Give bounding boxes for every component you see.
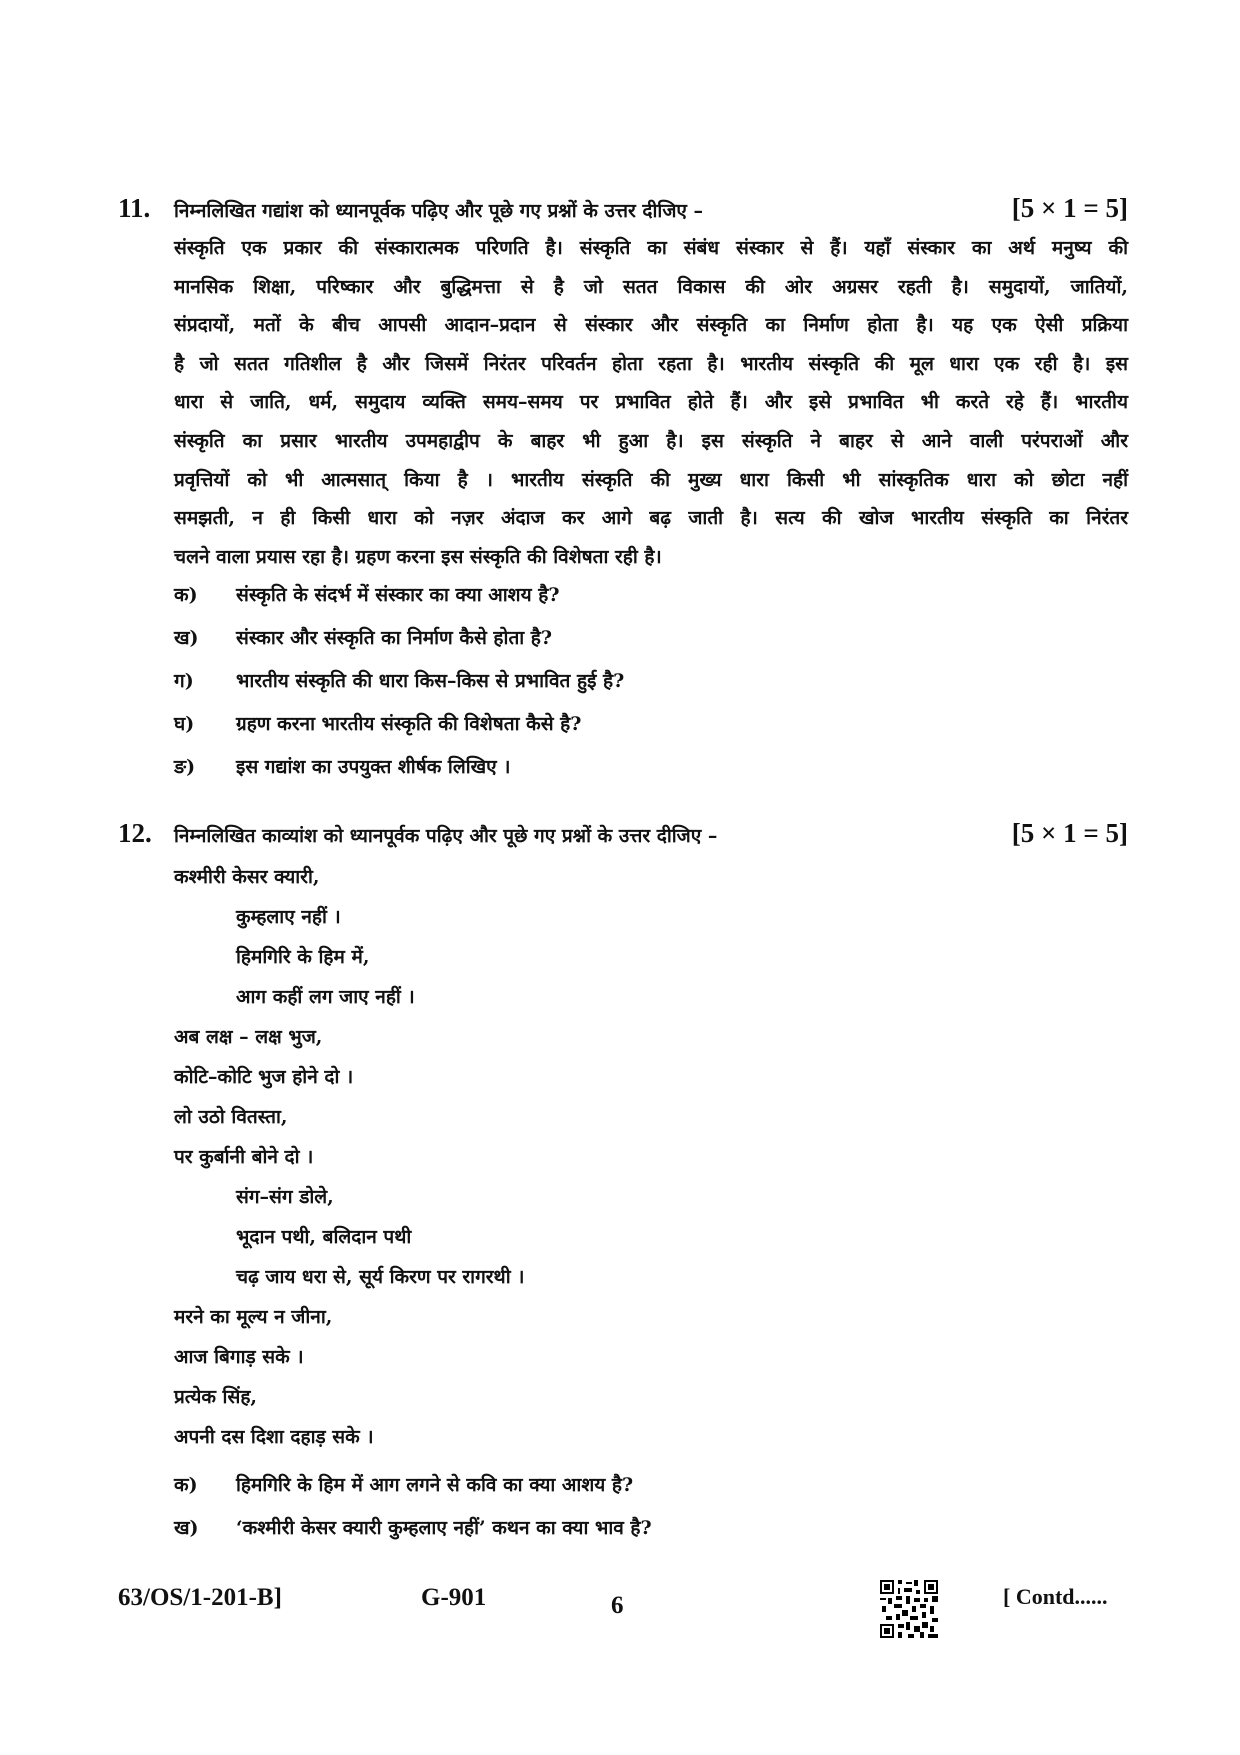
qr-code-icon: [880, 1580, 938, 1638]
sub-question: [174, 575, 1128, 618]
poem-line: अपनी दस दिशा दहाड़ सके ।: [174, 1426, 374, 1448]
passage-line: चलने वाला प्रयास रहा है। ग्रहण करना इस संस्कृति की विशेषता रही है।: [174, 545, 662, 568]
question-11-header: [118, 193, 1128, 233]
passage-line: है जो सतत गतिशील है और जिसमें निरंतर परिवर्तन होता रहता है। भारतीय संस्कृति की मूल धारा एक रही है। इस: [174, 352, 1128, 375]
passage-line: समझती, न ही किसी धारा को नज़र अंदाज कर आगे बढ़ जाती है। सत्य की खोज भारतीय संस्कृति का निरंतर: [174, 507, 1128, 530]
passage-line: संस्कृति का प्रसार भारतीय उपमहाद्वीप के बाहर भी हुआ है। इस संस्कृति ने बाहर से आने वाली परंपराओं और: [174, 429, 1128, 452]
question-instruction: निम्नलिखित गद्यांश को ध्यानपूर्वक पढ़िए और पूछे गए प्रश्नों के उत्तर दीजिए –: [174, 200, 704, 222]
poem-line: कश्मीरी केसर क्यारी,: [174, 866, 320, 888]
poem-line: कुम्हलाए नहीं ।: [236, 906, 341, 928]
passage-line: संस्कृति एक प्रकार की संस्कारात्मक परिणति है। संस्कृति का संबंध संस्कार से हैं। यहाँ संस्कार का अर्थ मनुष्य की: [174, 237, 1128, 259]
poem: [174, 857, 1074, 1457]
poem-line: हिमगिरि के हिम में,: [236, 946, 370, 968]
sub-question-label: क): [174, 1474, 198, 1496]
question-number: 12.: [118, 818, 152, 848]
poem-line: अब लक्ष – लक्ष भुज,: [174, 1026, 323, 1048]
continued-label: [ Contd......: [1003, 1584, 1108, 1609]
sub-question: [174, 1465, 1128, 1508]
poem-line: भूदान पथी, बलिदान पथी: [236, 1226, 412, 1248]
sub-question-label: क): [174, 584, 198, 606]
sub-question: [174, 704, 1128, 747]
question-number: 11.: [118, 193, 151, 223]
sub-question-text: संस्कार और संस्कृति का निर्माण कैसे होता है?: [236, 627, 553, 649]
sub-question: [174, 1508, 1128, 1551]
sub-question-label: ग): [174, 670, 194, 692]
sub-question-label: ख): [174, 627, 199, 649]
passage-line: मानसिक शिक्षा, परिष्कार और बुद्धिमत्ता से है जो सतत विकास की ओर अग्रसर रहती है। समुदायों, जातियों,: [174, 275, 1128, 298]
sub-question-label: ख): [174, 1517, 199, 1539]
passage: [174, 229, 1128, 576]
sub-question-text: हिमगिरि के हिम में आग लगने से कवि का क्या आशय है?: [236, 1474, 634, 1496]
sub-question: [174, 661, 1128, 704]
question-instruction: निम्नलिखित काव्यांश को ध्यानपूर्वक पढ़िए और पूछे गए प्रश्नों के उत्तर दीजिए –: [174, 825, 718, 847]
poem-line: पर कुर्बानी बोने दो ।: [174, 1146, 314, 1168]
sub-question-text: ‘कश्मीरी केसर क्यारी कुम्हलाए नहीं’ कथन का क्या भाव है?: [236, 1517, 652, 1539]
page-footer: [0, 1570, 1240, 1650]
passage-line: संप्रदायों, मतों के बीच आपसी आदान–प्रदान से संस्कार और संस्कृति का निर्माण होता है। यह एक ऐसी प्रक्रिया: [174, 314, 1128, 337]
poem-line: आज बिगाड़ सके ।: [174, 1346, 304, 1368]
sub-question-text: ग्रहण करना भारतीय संस्कृति की विशेषता कैसे है?: [236, 713, 582, 735]
poem-line: कोटि–कोटि भुज होने दो ।: [174, 1066, 354, 1088]
paper-code: 63/OS/1-201-B]: [118, 1584, 282, 1611]
sub-question-label: घ): [174, 713, 195, 735]
poem-line: लो उठो वितस्ता,: [174, 1106, 288, 1128]
sub-question-text: भारतीय संस्कृति की धारा किस–किस से प्रभावित हुई है?: [236, 670, 625, 692]
poem-line: प्रत्येक सिंह,: [174, 1386, 258, 1408]
question-marks: [5 × 1 = 5]: [1011, 193, 1128, 223]
sub-question-text: इस गद्यांश का उपयुक्त शीर्षक लिखिए ।: [236, 756, 511, 778]
sub-question-text: संस्कृति के संदर्भ में संस्कार का क्या आशय है?: [236, 584, 560, 606]
sub-question: [174, 618, 1128, 661]
page-number: 6: [611, 1592, 624, 1619]
sub-question: [174, 747, 1128, 790]
question-12-header: [118, 818, 1128, 858]
poem-line: संग–संग डोले,: [236, 1186, 334, 1208]
series-code: G-901: [421, 1584, 487, 1611]
sub-questions-11: [174, 575, 1128, 790]
poem-line: चढ़ जाय धरा से, सूर्य किरण पर रागरथी ।: [236, 1266, 525, 1288]
poem-line: मरने का मूल्य न जीना,: [174, 1306, 333, 1328]
sub-questions-12: [174, 1465, 1128, 1551]
passage-line: प्रवृत्तियों को भी आत्मसात् किया है । भारतीय संस्कृति की मुख्य धारा किसी भी सांस्कृतिक धारा को छोटा नहीं: [174, 468, 1128, 491]
poem-line: आग कहीं लग जाए नहीं ।: [236, 986, 415, 1008]
passage-line: धारा से जाति, धर्म, समुदाय व्यक्ति समय–समय पर प्रभावित होते हैं। और इसे प्रभावित भी करते रहे हैं। भारतीय: [174, 391, 1128, 414]
sub-question-label: ङ): [174, 756, 196, 778]
question-marks: [5 × 1 = 5]: [1011, 818, 1128, 848]
